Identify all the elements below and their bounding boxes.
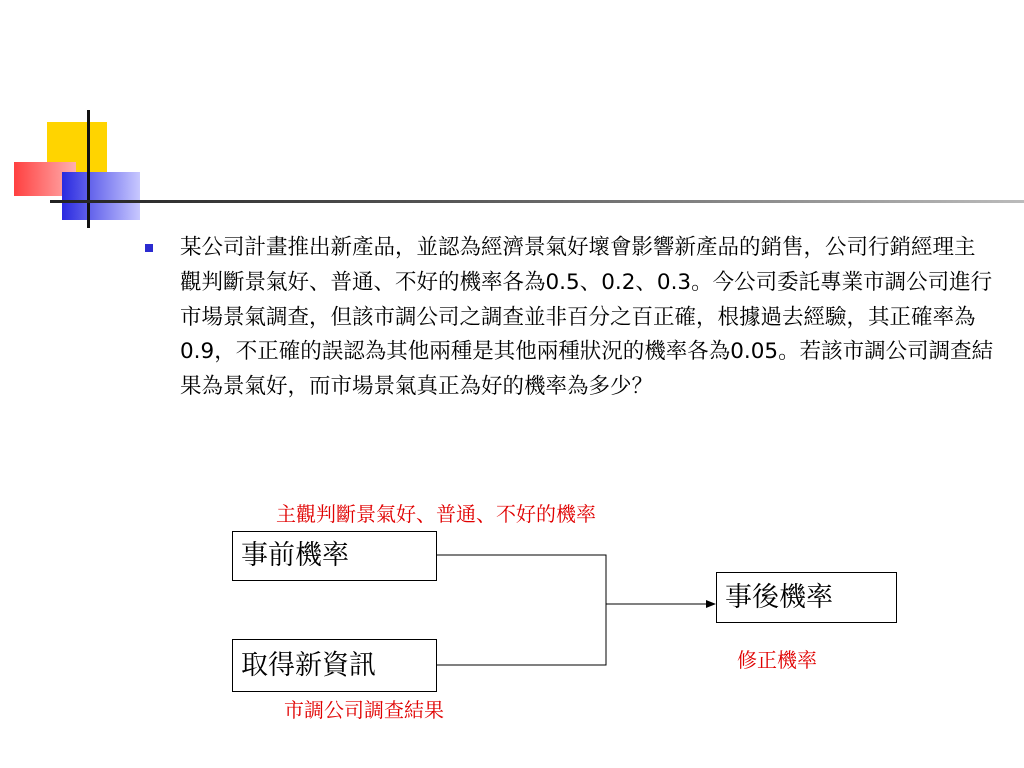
connector-bracket: [437, 555, 606, 665]
new-information-box: 取得新資訊: [232, 639, 437, 692]
posterior-note: 修正機率: [737, 648, 817, 672]
prior-note: 主觀判斷景氣好、普通、不好的機率: [276, 502, 596, 526]
posterior-probability-box: 事後機率: [716, 572, 897, 623]
prior-probability-box: 事前機率: [232, 531, 437, 581]
new-info-note: 市調公司調查結果: [284, 698, 444, 722]
problem-text: 某公司計畫推出新產品，並認為經濟景氣好壞會影響新產品的銷售，公司行銷經理主觀判斷景氣好、普通、不好的機率各為0.5、0.2、0.3。今公司委託專業市調公司進行市場景氣調查，但該市調公司之調查並非百分之百正確，根據過去經驗，其正確率為0.9，不正確的誤認為其他兩種是其他兩種狀況的機率各為0.05。若該市調公司調查結果為景氣好，而市場景氣真正為好的機率為多少？: [180, 235, 994, 400]
